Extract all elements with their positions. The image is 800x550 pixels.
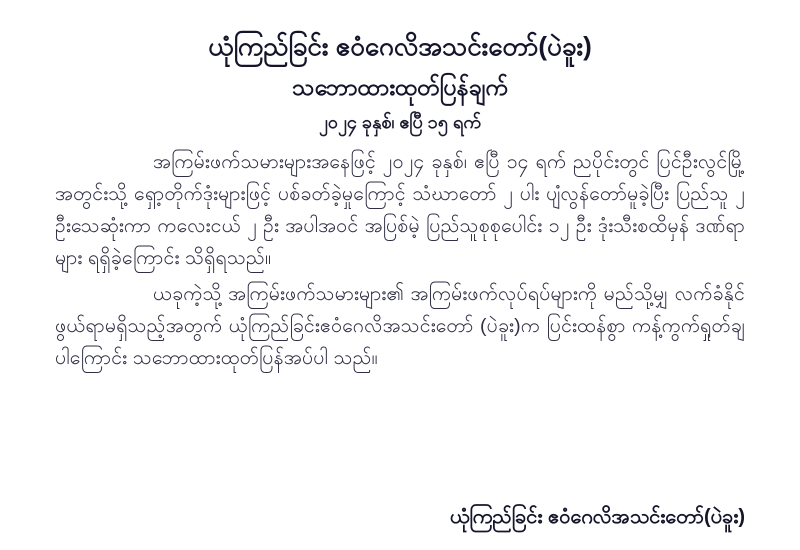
body-paragraph-1: အကြမ်းဖက်သမားများအနေဖြင့် ၂၀၂၄ ခုနှစ်၊ ဧပြီ ၁၄ ရက် ညပိုင်းတွင် ပြင်ဦးလွင်မြို့အတွင်းသို့ ရှော့တိုက်ဒုံးများဖြင့် ပစ်ခတ်ခဲ့မှုကြောင့် သံဃာတော် ၂ ပါး ပျံလွန်တော်မူခဲ့ပြီး ပြည်သူ ၂ ဦးသေဆုံးကာ ကလေးငယ် ၂ ဦး အပါအဝင် အပြစ်မဲ့ ပြည်သူစုစုပေါင်း ၁၂ ဦး ဒုံးသီးစထိမှန် ဒဏ်ရာများ ရရှိခဲ့ကြောင်း သိရှိရသည်။ [55, 151, 745, 270]
signature-line: ယုံကြည်ခြင်း ဧဝံဂေလိအသင်းတော်(ပဲခူး) [449, 506, 745, 528]
document-date: ၂၀၂၄ ခုနှစ်၊ ဧပြီ ၁၅ ရက် [319, 112, 481, 133]
document-title: ယုံကြည်ခြင်း ဧဝံဂေလိအသင်းတော်(ပဲခူး) [208, 31, 592, 61]
body-paragraph-2: ယခုကဲ့သို့ အကြမ်းဖက်သမားများ၏ အကြမ်းဖက်လုပ်ရပ်များကို မည်သို့မျှ လက်ခံနိုင်ဖွယ်ရာမရှိသည့်အတွက် ယုံကြည်ခြင်းဧဝံဂေလိအသင်းတော် (ပဲခူး)က ပြင်းထန်စွာ ကန့်ကွက်ရှုတ်ချပါကြောင်း သဘောထားထုတ်ပြန်အပ်ပါ သည်။ [55, 283, 745, 370]
document-subtitle: သဘောထားထုတ်ပြန်ချက် [292, 73, 508, 100]
